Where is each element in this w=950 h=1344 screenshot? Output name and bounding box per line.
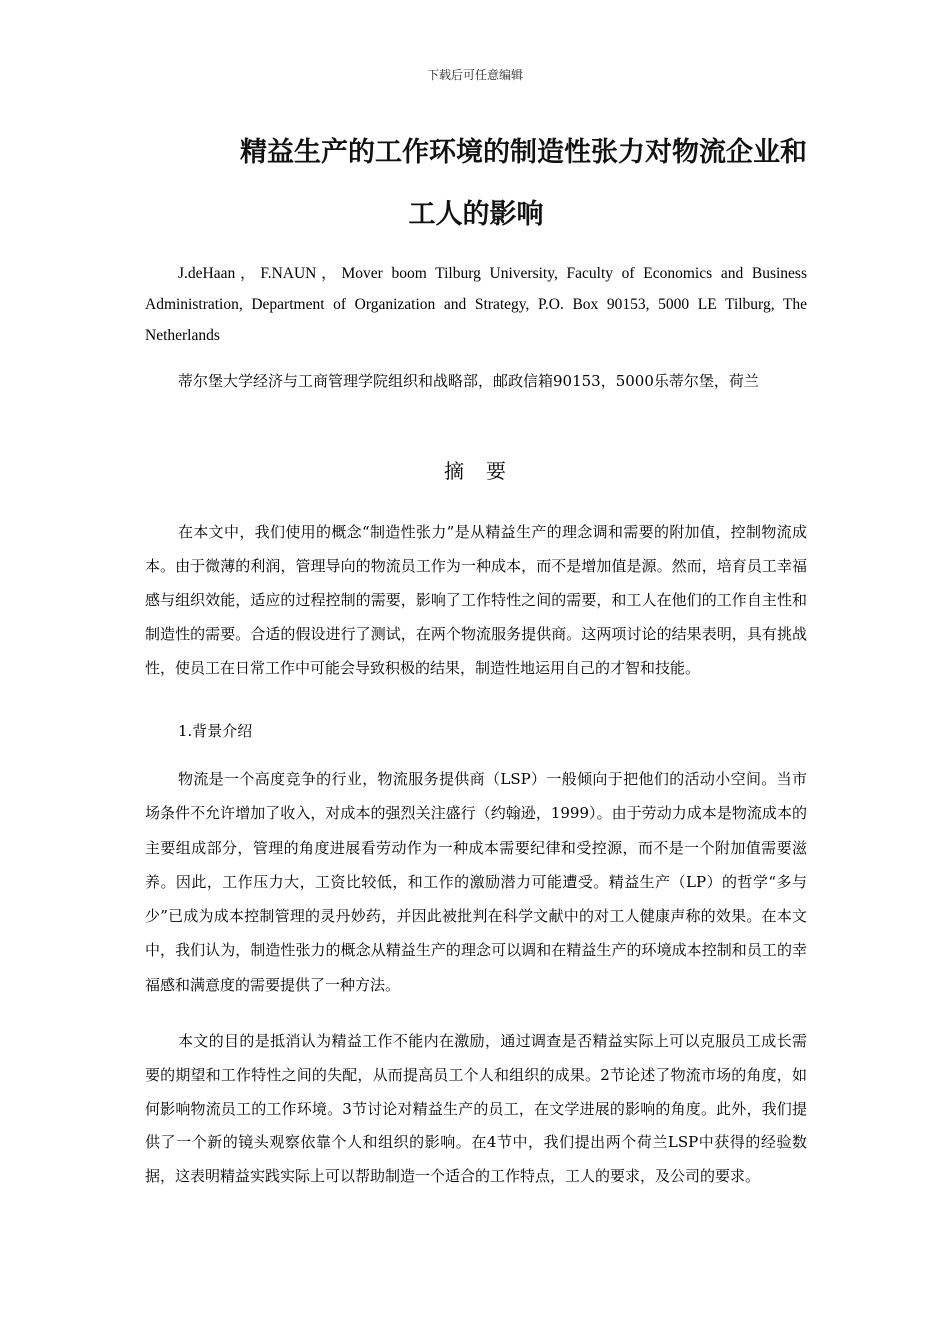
section-paragraph-1: 物流是一个高度竞争的行业，物流服务提供商（LSP）一般倾向于把他们的活动小空间。当市场条件不允许增加了收入，对成本的强烈关注盛行（约翰逊，1999）。由于劳动力成本是物流成本的主要组成部分，管理的角度进展看劳动作为一种成本需要纪律和受控源，而不是一个附加值需要滋养。因此，工作压力大，工资比较低，和工作的激励潜力可能遭受。精益生产（LP）的哲学“多与少”已成为成本控制管理的灵丹妙药，并因此被批判在科学文献中的对工人健康声称的效果。在本文中，我们认为，制造性张力的概念从精益生产的理念可以调和在精益生产的环境成本控制和员工的幸福感和满意度的需要提供了一种方法。: [145, 770, 807, 994]
section-paragraph-2: 本文的目的是抵消认为精益工作不能内在激励，通过调查是否精益实际上可以克服员工成长需要的期望和工作特性之间的失配，从而提高员工个人和组织的成果。2节论述了物流市场的角度，如何影响物流员工的工作环境。3节讨论对精益生产的员工，在文学进展的影响的角度。此外，我们提供了一个新的镜头观察依靠个人和组织的影响。在4节中，我们提出两个荷兰LSP中获得的经验数据，这表明精益实践实际上可以帮助制造一个适合的工作特点，工人的要求，及公司的要求。: [145, 1032, 807, 1186]
abstract-heading: 摘要: [444, 459, 528, 483]
affiliation-paragraph: 蒂尔堡大学经济与工商管理学院组织和战略部，邮政信箱90153，5000乐蒂尔堡，荷兰: [178, 372, 759, 390]
title-line-1: 精益生产的工作环境的制造性张力对物流企业和: [240, 137, 807, 168]
abstract-paragraph: 在本文中，我们使用的概念“制造性张力”是从精益生产的理念调和需要的附加值，控制物流成本。由于微薄的利润，管理导向的物流员工作为一种成本，而不是增加值是源。然而，培育员工幸福感与组织效能，适应的过程控制的需要，影响了工作特性之间的需要，和工人在他们的工作自主性和制造性的需要。合适的假设进行了测试，在两个物流服务提供商。这两项讨论的结果表明，具有挑战性，使员工在日常工作中可能会导致积极的结果，制造性地运用自己的才智和技能。: [145, 523, 807, 677]
header-note: 下载后可任意编辑: [426, 68, 523, 82]
section-heading-background: 1.背景介绍: [178, 722, 253, 740]
title-line-2: 工人的影响: [408, 199, 544, 230]
authors-paragraph: J.deHaan，F.NAUN，Mover boom Tilburg University, Faculty of Economics and Business Administration, Department of Organization and Strategy, P.O. Box 90153, 5000 LE Tilburg, The Netherlands: [145, 265, 807, 344]
